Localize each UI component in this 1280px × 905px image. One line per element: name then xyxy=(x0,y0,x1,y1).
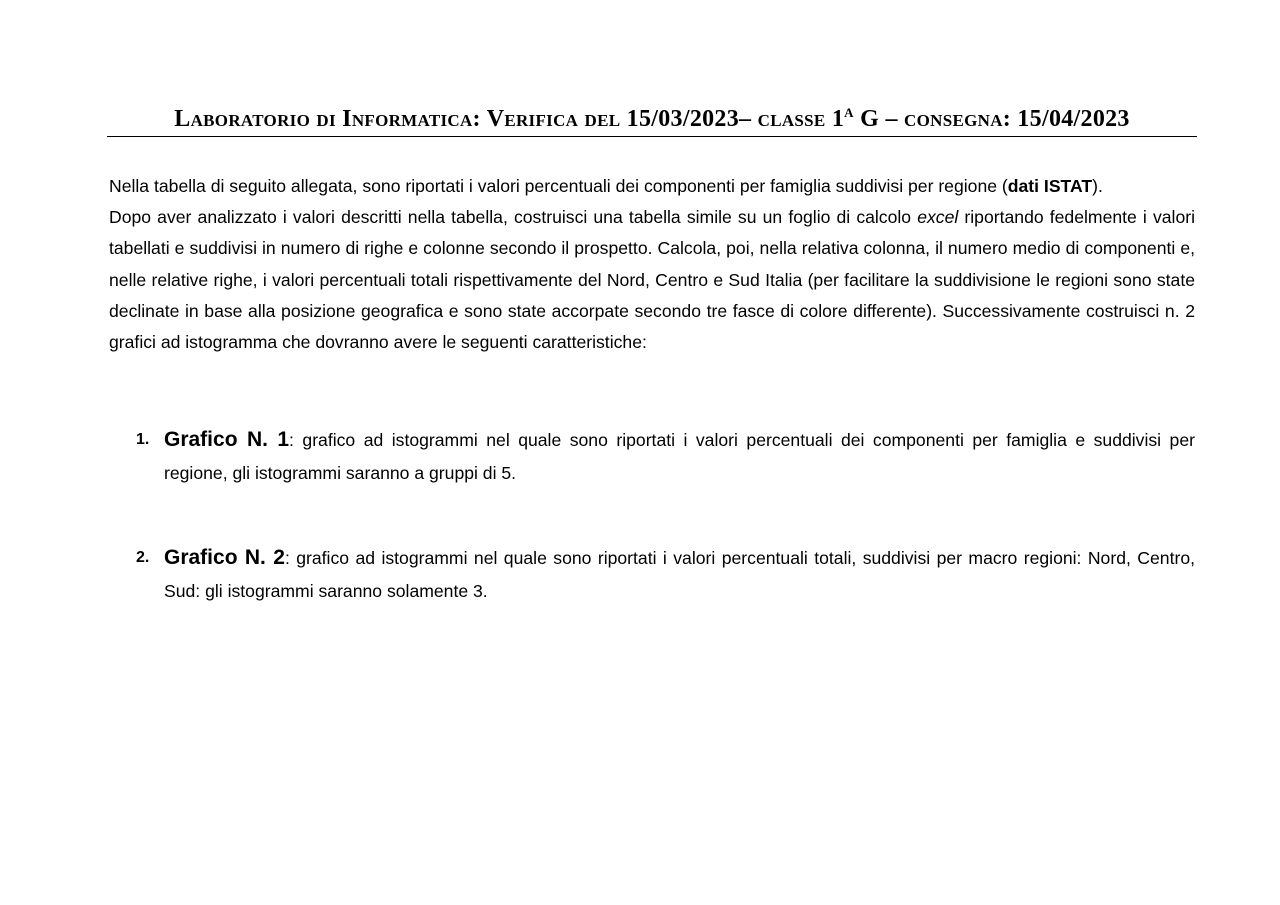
intro-p2-text: Dopo aver analizzato i valori descritti nella tabella, costruisci una tabella simile su un foglio di calcolo xyxy=(109,207,918,228)
intro-section xyxy=(109,171,1195,358)
intro-paragraph-2 xyxy=(109,202,1195,358)
document-title xyxy=(107,104,1197,134)
list-item-content xyxy=(109,423,1195,490)
document-header xyxy=(107,104,1197,137)
list-item xyxy=(109,541,1195,608)
list-item-heading: Grafico N. 2 xyxy=(164,546,285,569)
intro-p2-italic: excel xyxy=(917,207,959,228)
list-item-text: : grafico ad istogrammi nel quale sono riportati i valori percentuali dei componenti per famiglia e suddivisi per regione, gli istogrammi saranno a gruppi di 5. xyxy=(164,430,1195,483)
intro-paragraph-1 xyxy=(109,171,1195,202)
list-item-number: 2. xyxy=(136,549,150,566)
list-item-number: 1. xyxy=(136,431,150,448)
list-item xyxy=(109,423,1195,490)
list-item-text: : grafico ad istogrammi nel quale sono riportati i valori percentuali totali, suddivisi per macro regioni: Nord, Centro, Sud: gli istogrammi saranno solamente 3. xyxy=(164,548,1195,601)
intro-p1-end: ). xyxy=(1092,176,1103,196)
intro-p2-rest: riportando fedelmente i valori tabellati e suddivisi in numero di righe e colonne secondo il prospetto. Calcola, poi, nella relativa colonna, il numero medio di componenti e, nelle relative righe, i valori percentuali totali rispettivamente del Nord, Centro e Sud Italia (per facilitare la suddivisione le regioni sono state declinate in base alla posizione geografica e sono state accorpate secondo tre fasce di colore differente). Successivamente costruisci n. 2 grafici ad istogramma che dovranno avere le seguenti caratteristiche: xyxy=(109,207,1196,353)
list-item-content xyxy=(109,541,1195,608)
title-tail: G – consegna: 15/04/2023 xyxy=(853,106,1130,132)
intro-p1-text: Nella tabella di seguito allegata, sono riportati i valori percentuali dei componenti per famiglia suddivisi per regione ( xyxy=(109,176,1008,196)
title-superscript: A xyxy=(844,105,854,120)
list-item-heading: Grafico N. 1 xyxy=(164,428,290,451)
intro-p1-bold: dati ISTAT xyxy=(1007,176,1093,196)
title-main: Laboratorio di Informatica: Verifica del 15/03/2023– classe 1 xyxy=(174,106,845,132)
